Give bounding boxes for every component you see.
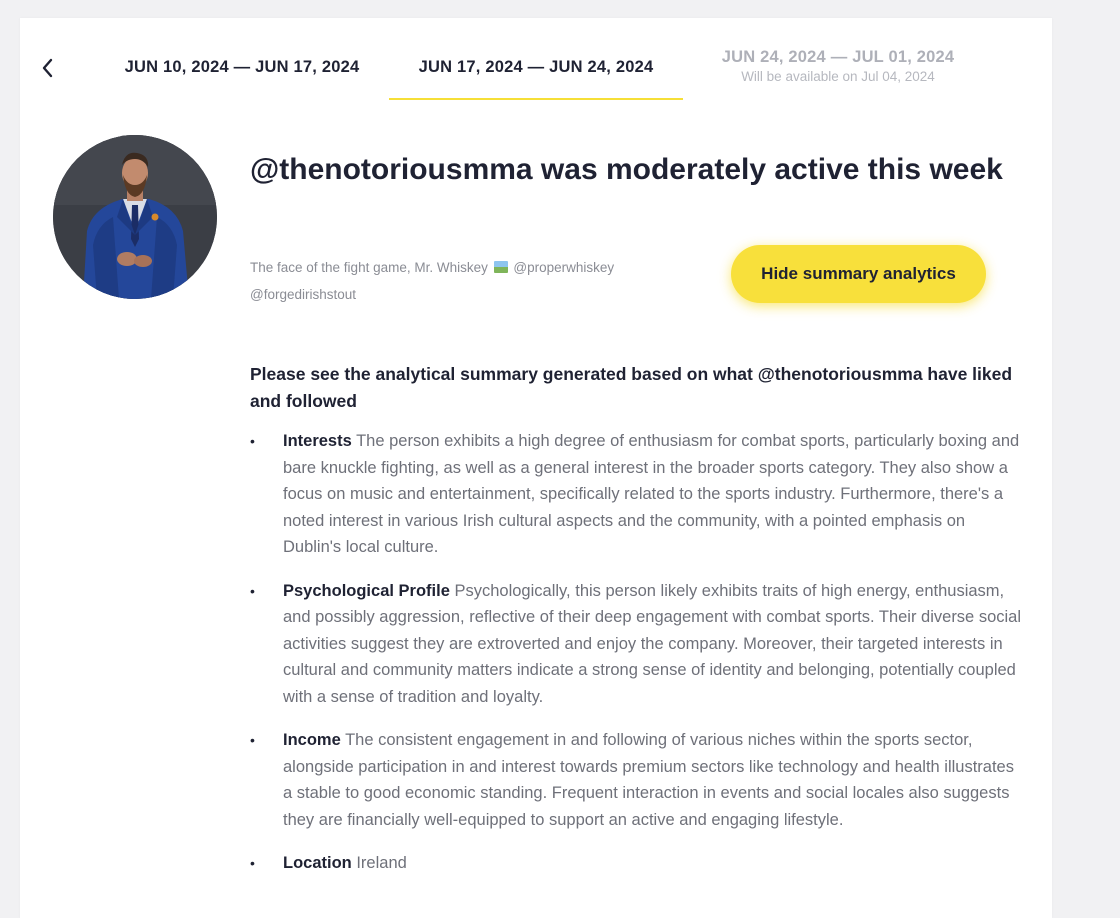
tab-label: JUN 10, 2024 — JUN 17, 2024 (124, 58, 360, 76)
chevron-left-icon (38, 56, 58, 80)
list-item-title: Interests (283, 432, 352, 450)
analytics-list (250, 428, 1022, 894)
list-item-title: Income (283, 731, 341, 749)
list-item-income (250, 727, 1022, 833)
list-item-interests (250, 428, 1022, 561)
bio-text: The face of the fight game, Mr. Whiskey (250, 260, 488, 275)
list-item-text: Ireland (356, 854, 407, 872)
analytics-card (20, 18, 1052, 918)
list-item-text: Psychologically, this person likely exhibits traits of high energy, enthusiasm, and possibly aggression, reflective of their deep engagement with combat sports. Their diverse social activities suggest they are extroverted and enjoy the company. Moreover, their targeted interests in cultural and community matters indicate a strong sense of identity and belonging, potentially coupled with a sense of tradition and loyalty. (283, 581, 1022, 706)
picture-emoji-icon (494, 261, 508, 273)
tab-week-jun-10[interactable] (102, 48, 382, 100)
tab-week-jun-17-active[interactable] (389, 48, 683, 100)
hide-summary-analytics-button[interactable]: Hide summary analytics (731, 245, 986, 303)
tab-label: JUN 17, 2024 — JUN 24, 2024 (418, 58, 654, 76)
bullet-icon: • (250, 855, 255, 871)
list-item-text: The person exhibits a high degree of enthusiasm for combat sports, particularly boxing and bare knuckle fighting, as well as a general interest in the broader sports category. They also show a focus on music and entertainment, specifically related to the sports industry. Furthermore, there's a noted interest in various Irish cultural aspects and the community, with a pointed emphasis on Dublin's local culture. (283, 432, 1020, 556)
bullet-icon: • (250, 732, 255, 748)
bullet-icon: • (250, 433, 255, 449)
tab-availability-note: Will be available on Jul 04, 2024 (741, 69, 935, 84)
tab-week-jun-24-disabled (688, 46, 988, 98)
back-button[interactable] (38, 56, 58, 80)
tab-label: JUN 24, 2024 — JUL 01, 2024 (721, 48, 955, 66)
list-item-title: Psychological Profile (283, 581, 450, 600)
analytics-intro: Please see the analytical summary generated based on what @thenotoriousmma have liked and followed (250, 364, 1013, 411)
list-item-psychological-profile (250, 578, 1022, 711)
bio-mentions: @properwhiskey @forgedirishstout (250, 260, 615, 302)
list-item-location (250, 850, 1022, 877)
list-item-title: Location (283, 854, 352, 872)
page-title: @thenotoriousmma was moderately active this week (250, 153, 1003, 186)
profile-bio (250, 254, 690, 308)
avatar (53, 135, 217, 299)
bullet-icon: • (250, 582, 255, 599)
list-item-text: The consistent engagement in and following of various niches within the sports sector, alongside participation in and interest towards premium sectors like technology and health illustrates a stable to good economic standing. Frequent interaction in events and social locales also suggests they are financially well-equipped to support an active and engaging lifestyle. (283, 731, 1014, 829)
